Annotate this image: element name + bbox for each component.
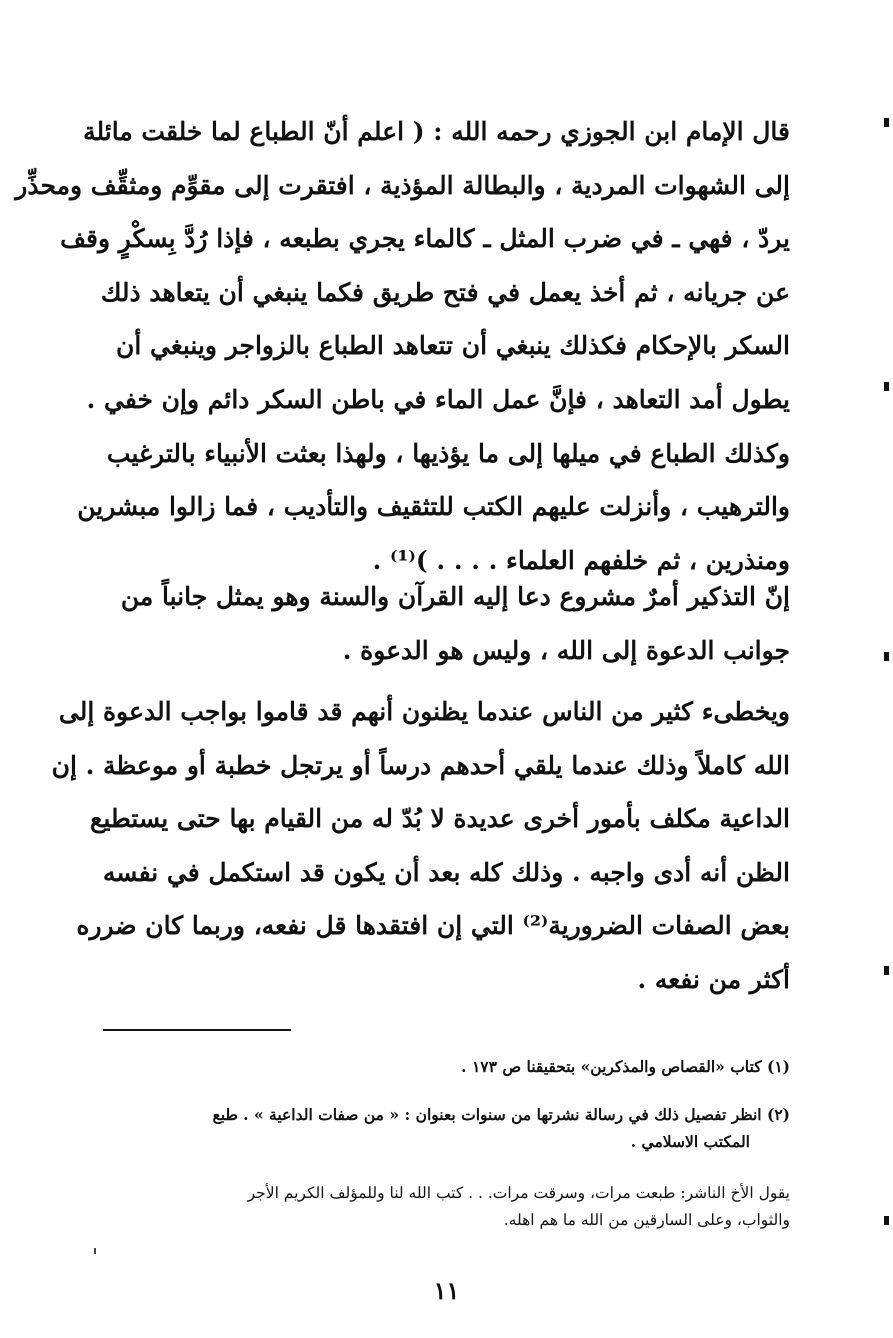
print-speck	[94, 1248, 96, 1254]
footnote-2	[98, 1101, 790, 1155]
text-line: يطول أمد التعاهد ، فإنَّ عمل الماء في باطن السكر دائم وإن خفي .	[86, 384, 790, 414]
paragraph-dawah	[51, 685, 790, 1007]
text-line: بعض الصفات الضرورية⁽²⁾ التي إن افتقدها قل نفعه، وربما كان ضرره	[76, 911, 790, 941]
text-line: أكثر من نفعه .	[637, 964, 790, 994]
edge-mark	[884, 652, 889, 661]
text-line: الظن أنه أدى واجبه . وذلك كله بعد أن يكون قد استكمل في نفسه	[102, 857, 790, 887]
footnote-line: (٢) انظر تفصيل ذلك في رسالة نشرتها من سنوات بعنوان : « من صفات الداعية » . طبع	[212, 1105, 790, 1124]
text-line: السكر بالإحكام فكذلك ينبغي أن تتعاهد الطباع بالزواجر وينبغي أن	[115, 331, 790, 361]
page-number: ١١	[433, 1276, 460, 1305]
edge-mark	[884, 118, 889, 127]
edge-mark	[884, 966, 889, 975]
paragraph-quote	[15, 105, 790, 587]
footnote-separator	[103, 1029, 291, 1031]
text-line: إنّ التذكير أمرٌ مشروع دعا إليه القرآن والسنة وهو يمثل جانباً من	[120, 582, 790, 611]
footnote-1	[98, 1053, 790, 1080]
edge-mark	[884, 382, 889, 391]
text-line: يردّ ، فهي ـ في ضرب المثل ـ كالماء يجري بطبعه ، فإذا رُدَّ بِسكْرٍ وقف	[60, 224, 790, 254]
text-line: الداعية مكلف بأمور أخرى عديدة لا بُدّ له من القيام بها حتى يستطيع	[90, 804, 790, 834]
footnote-line: والثواب، وعلى السارقين من الله ما هم اهله.	[503, 1211, 790, 1229]
text-line: جوانب الدعوة إلى الله ، وليس هو الدعوة .	[342, 635, 790, 665]
text-line: وكذلك الطباع في ميلها إلى ما يؤذيها ، ولهذا بعثت الأنبياء بالترغيب	[106, 438, 790, 468]
text-line: قال الإمام ابن الجوزي رحمه الله : ( اعلم أنّ الطباع لما خلقت مائلة	[83, 117, 790, 146]
text-line: والترهيب ، وأنزلت عليهم الكتب للتثقيف والتأديب ، فما زالوا مبشرين	[77, 492, 790, 522]
footnote-line: (١) كتاب «القصاص والمذكرين» بتحقيقنا ص ١٧٣ .	[461, 1057, 790, 1076]
footnote-line: يقول الأخ الناشر: طبعت مرات، وسرقت مرات. . . كتب الله لنا وللمؤلف الكريم الأجر	[247, 1184, 790, 1202]
footnote-line: المكتب الاسلامي .	[630, 1132, 750, 1151]
edge-mark	[884, 1216, 889, 1225]
paragraph-tadhkir	[98, 570, 790, 677]
text-line: عن جريانه ، ثم أخذ يعمل في فتح طريق فكما ينبغي أن يتعاهد ذلك	[100, 277, 790, 307]
text-line: الله كاملاً وذلك عندما يلقي أحدهم درساً أو يرتجل خطبة أو موعظة . إن	[51, 750, 790, 780]
text-line: إلى الشهوات المردية ، والبطالة المؤذية ، افتقرت إلى مقوِّم ومثقِّف ومحذِّر	[15, 170, 790, 200]
publisher-note	[98, 1180, 790, 1234]
text-line: ومنذرين ، ثم خلفهم العلماء . . . . )⁽¹⁾ .	[372, 545, 790, 575]
text-line: ويخطىء كثير من الناس عندما يظنون أنهم قد قاموا بواجب الدعوة إلى	[58, 697, 790, 726]
